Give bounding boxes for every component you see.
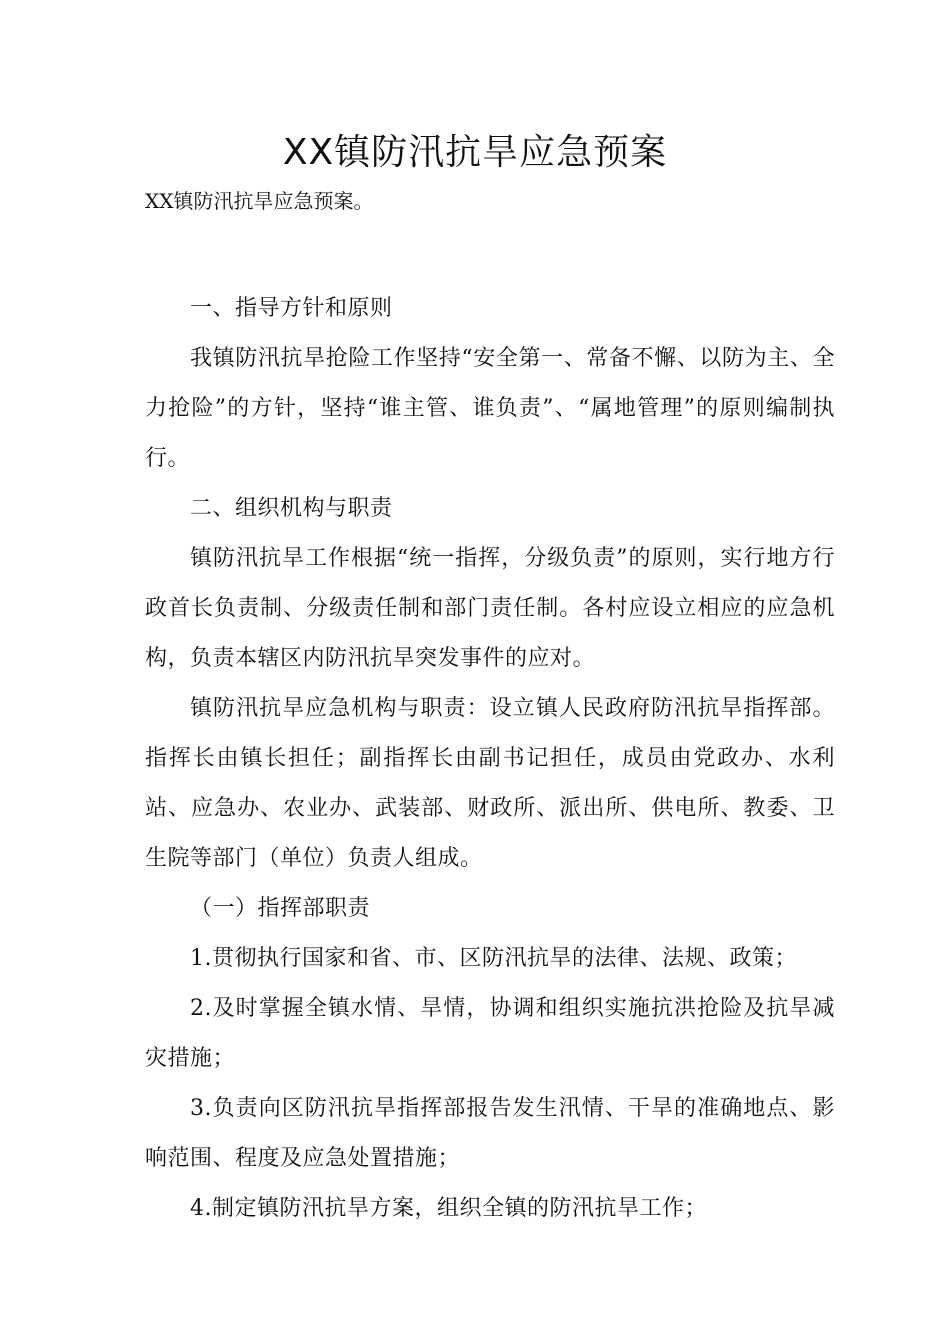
document-title: XX镇防汛抗旱应急预案 [282,132,668,173]
document-subtitle: XX镇防汛抗旱应急预案。 [145,189,374,213]
duty-item-1: 1.贯彻执行国家和省、市、区防汛抗旱的法律、法规、政策； [190,946,797,971]
paragraph-guidelines: 我镇防汛抗旱抢险工作坚持“安全第一、常备不懈、以防为主、全力抢险”的方针，坚持“谁主管、谁负责”、“属地管理”的原则编制执行。 [145,346,835,471]
document-body [145,284,835,1234]
paragraph-command-structure: 镇防汛抗旱应急机构与职责：设立镇人民政府防汛抗旱指挥部。指挥长由镇长担任；副指挥长由副书记担任，成员由党政办、水利站、应急办、农业办、武装部、财政所、派出所、供电所、教委、卫生院等部门（单位）负责人组成。 [145,696,835,871]
duty-item-2: 2.及时掌握全镇水情、旱情，协调和组织实施抗洪抢险及抗旱减灾措施； [145,996,835,1071]
duty-item-3: 3.负责向区防汛抗旱指挥部报告发生汛情、干旱的准确地点、影响范围、程度及应急处置措施； [145,1096,835,1171]
section-heading-guidelines: 一、指导方针和原则 [190,296,393,321]
section-heading-organization: 二、组织机构与职责 [190,496,393,521]
duty-item-4: 4.制定镇防汛抗旱方案，组织全镇的防汛抗旱工作； [190,1196,707,1221]
paragraph-organization: 镇防汛抗旱工作根据“统一指挥，分级负责”的原则，实行地方行政首长负责制、分级责任制和部门责任制。各村应设立相应的应急机构，负责本辖区内防汛抗旱突发事件的应对。 [145,546,835,671]
subsection-heading-duties: （一）指挥部职责 [190,896,371,921]
